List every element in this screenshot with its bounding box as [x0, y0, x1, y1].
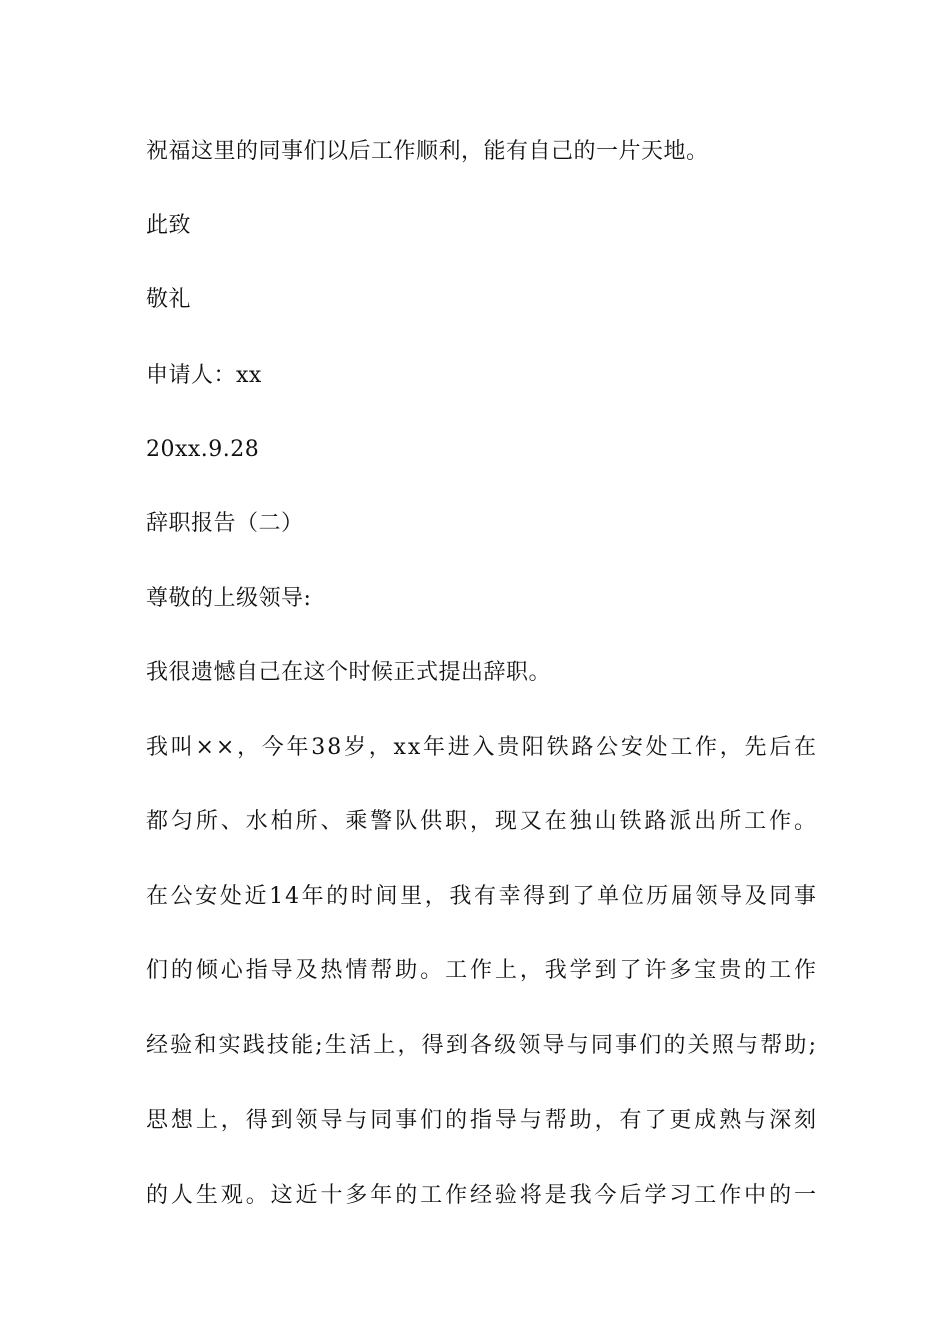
body-line: 的人生观。这近十多年的工作经验将是我今后学习工作中的一: [146, 1183, 818, 1208]
body-line: 都匀所、水柏所、乘警队供职，现又在独山铁路派出所工作。: [146, 809, 818, 834]
section-title: 辞职报告（二）: [146, 511, 304, 536]
date-line: 20xx.9.28: [146, 437, 260, 462]
blessing-line: 祝福这里的同事们以后工作顺利，能有自己的一片天地。: [146, 139, 709, 164]
body-line: 我叫××，今年38岁，xx年进入贵阳铁路公安处工作，先后在: [146, 735, 818, 760]
applicant-line: 申请人：xx: [146, 363, 262, 388]
body-line: 思想上，得到领导与同事们的指导与帮助，有了更成熟与深刻: [146, 1108, 818, 1133]
body-line: 经验和实践技能;生活上，得到各级领导与同事们的关照与帮助;: [146, 1033, 818, 1058]
regards-line: 敬礼: [146, 287, 192, 312]
body-line: 在公安处近14年的时间里，我有幸得到了单位历届领导及同事: [146, 884, 818, 909]
greeting-line: 尊敬的上级领导:: [146, 586, 312, 611]
closing-salutation-line: 此致: [146, 213, 192, 238]
body-line: 我很遗憾自己在这个时候正式提出辞职。: [146, 660, 552, 685]
body-line: 们的倾心指导及热情帮助。工作上，我学到了许多宝贵的工作: [146, 958, 818, 983]
